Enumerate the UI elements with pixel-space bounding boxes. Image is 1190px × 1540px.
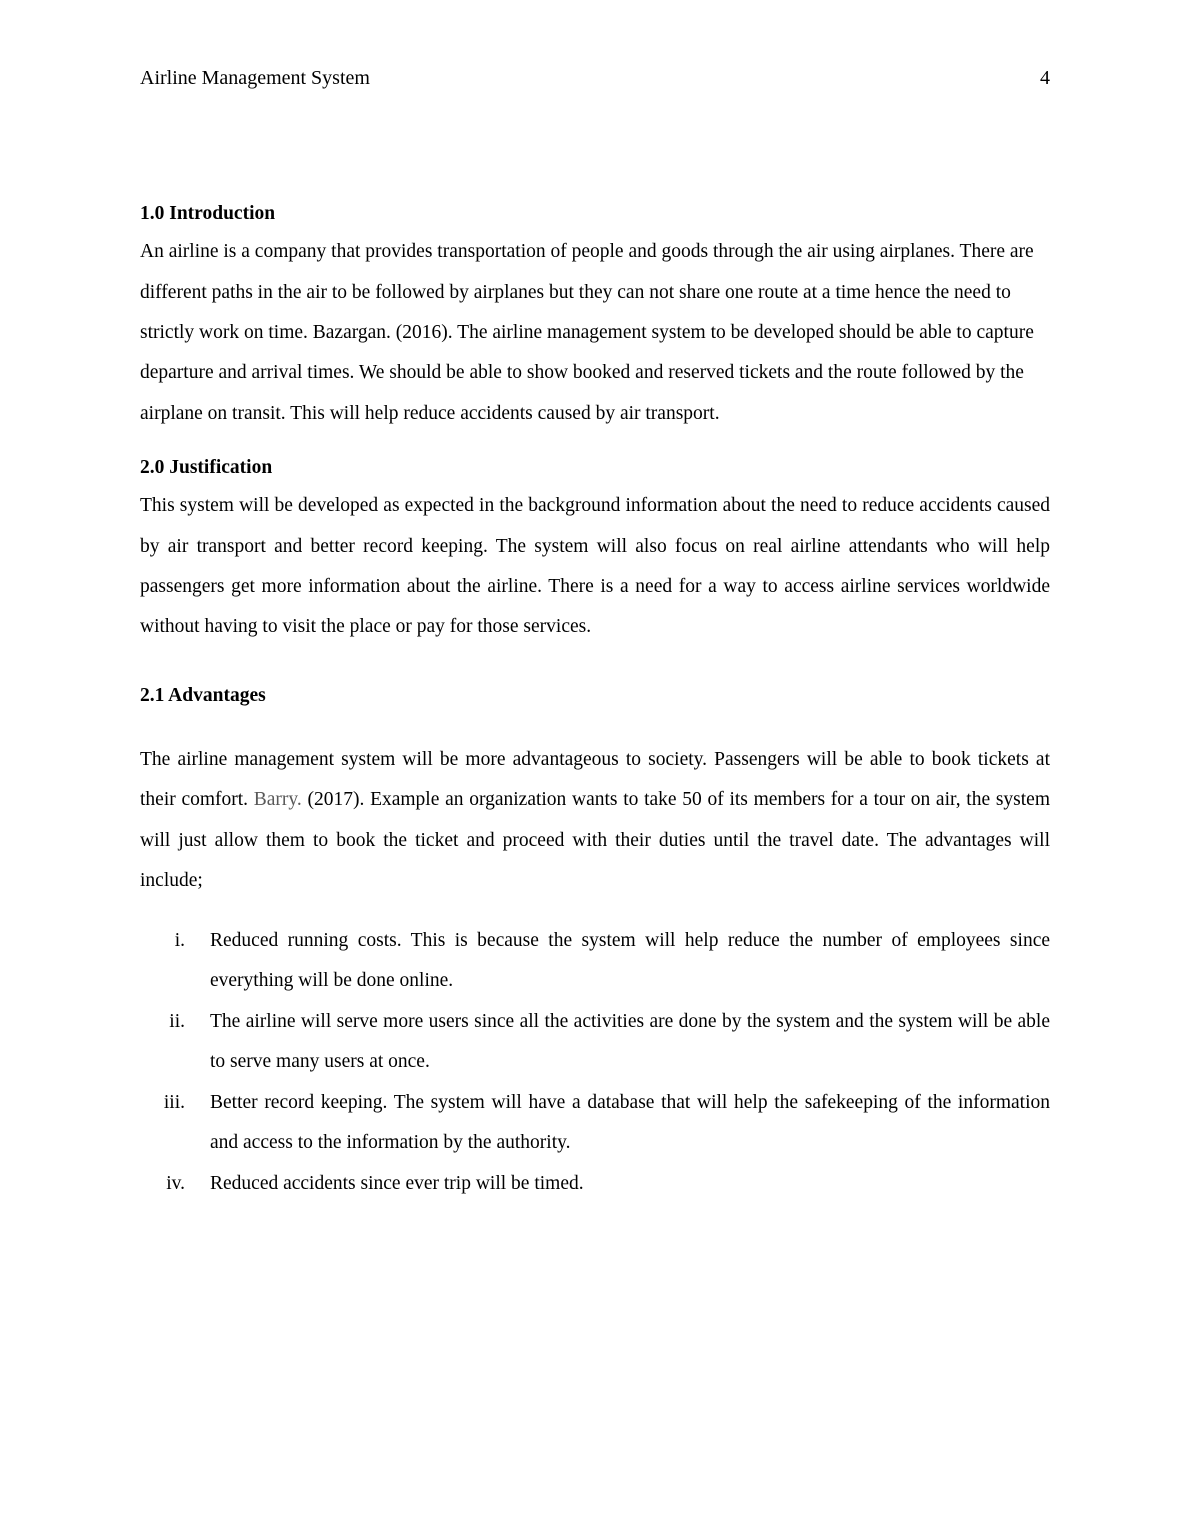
paragraph-introduction: An airline is a company that provides transportation of people and goods through the air using airplanes. There are different paths in the air to be followed by airplanes but they can not share one route at a time hence the need to strictly work on time. Bazargan. (2016). The airline management system to be developed should be able to capture departure and arrival times. We should be able to show booked and reserved tickets and the route followed by the airplane on transit. This will help reduce accidents caused by air transport. — [140, 241, 1034, 424]
page-running-header — [140, 68, 1050, 88]
list-item-marker: i. — [174, 930, 185, 952]
header-document-title: Airline Management System — [140, 67, 370, 89]
list-item-text: Reduced running costs. This is because the system will help reduce the number of employees since everything will be done online. — [210, 930, 1050, 992]
section-heading-advantages: 2.1 Advantages — [140, 684, 266, 706]
list-item-marker: iii. — [163, 1092, 185, 1114]
list-item-marker: ii. — [169, 1011, 185, 1033]
list-item — [140, 1164, 1050, 1204]
list-item-marker: iv. — [166, 1173, 185, 1195]
advantages-intro-text-part1: The airline management system will be more advantageous to society. Passengers will be able to book tickets at their comfort. — [140, 749, 1050, 811]
list-item — [140, 1083, 1050, 1163]
header-page-number: 4 — [1040, 67, 1050, 89]
section-heading-justification: 2.0 Justification — [140, 457, 273, 479]
document-body — [140, 200, 1050, 1205]
advantages-citation-author: Barry. — [253, 789, 302, 811]
paragraph-justification: This system will be developed as expected in the background information about the need to reduce accidents caused by air transport and better record keeping. The system will also focus on real airline attendants who will help passengers get more information about the airline. There is a need for a way to access airline services worldwide without having to visit the place or pay for those services. — [140, 495, 1050, 638]
list-item-text: The airline will serve more users since all the activities are done by the system and the system will be able to serve many users at once. — [210, 1011, 1050, 1073]
advantages-list — [140, 921, 1050, 1204]
list-item-text: Reduced accidents since ever trip will be timed. — [210, 1173, 584, 1195]
list-item-text: Better record keeping. The system will have a database that will help the safekeeping of the information and access to the information by the authority. — [210, 1092, 1050, 1154]
section-heading-introduction: 1.0 Introduction — [140, 203, 276, 224]
advantages-intro-text-part2: (2017). Example an organization wants to take 50 of its members for a tour on air, the system will just allow them to book the ticket and proceed with their duties until the travel date. The advantages will include; — [140, 789, 1050, 892]
paragraph-advantages-intro — [140, 740, 1050, 901]
list-item — [140, 1002, 1050, 1082]
list-item — [140, 921, 1050, 1001]
